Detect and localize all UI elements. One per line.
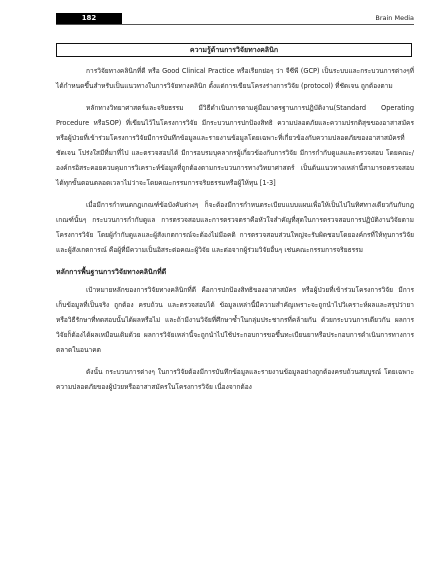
chapter-title: ความรู้ด้านการวิจัยทางคลินิก: [56, 43, 412, 57]
publisher-name: Brain Media: [375, 14, 414, 22]
document-body: [56, 64, 414, 402]
paragraph: ดังนั้น กระบวนการต่างๆ ในการวิจัยต้องมีการบันทึกข้อมูลและรายงานข้อมูลอย่างถูกต้องครบถ้วนสมบูรณ์ โดยเฉพาะความปลอดภัยของผู้ป่วยหรืออาสาสมัครในโครงการวิจัย เนื่องจากต้อง: [56, 368, 414, 391]
section-heading: หลักการพื้นฐานการวิจัยทางคลินิกที่ดี: [56, 268, 167, 276]
page-number: 182: [56, 13, 122, 24]
page-header: [56, 13, 414, 25]
paragraph: การวิจัยทางคลินิกที่ดี หรือ Good Clinical Practice หรือเรียกย่อๆ ว่า จีซีพี (GCP) เป็นระบบและกระบวนการต่างๆที่ได้กำหนดขึ้นสำหรับเป็นแนวทางในการวิจัยทางคลินิก ตั้งแต่การเขียนโครงร่างการวิจัย (protocol) ที่ชัดเจน ถูกต้องตาม: [56, 67, 414, 90]
paragraph: หลักทางวิทยาศาสตร์และจริยธรรม มีวิธีดำเนินการตามคู่มือมาตรฐานการปฏิบัติงาน(Standard Operating Procedure หรือSOP) ที่เขียนไว้ในโครงการวิจัย มีกระบวนการปกป้องสิทธิ ความปลอดภัยและความปรกติสุขของอาสาสมัครหรือผู้ป่วยที่เข้าร่วมโครงการวิจัยมีการบันทึกข้อมูลและรายงานข้อมูลโดยเฉพาะที่เกี่ยวข้องกับความปลอดภัยของอาสาสมัครที่ชัดเจน โปร่งใสมีที่มาที่ไป และตรวจสอบได้ มีการอบรมบุคลากรผู้เกี่ยวข้องกับการวิจัย มีการกำกับดูแลและตรวจสอบ โดยคณะ/องค์กรอิสระคอยควบคุมการวิเคราะห์ข้อมูลที่ถูกต้องตามกระบวนการทางวิทยาศาสตร์ เป็นต้นแนวทางเหล่านี้สามารถตรวจสอบได้ทุกขั้นตอนตลอดเวลาไม่ว่าจะโดยคณะกรรมการจริยธรรมหรือผู้ให้ทุน [1-3]: [56, 104, 414, 187]
paragraph: เมื่อมีการกำหนดกฎเกณฑ์ข้อบังคับต่างๆ ก็จะต้องมีการกำหนดระเบียบแบบแผนเพื่อให้เป็นไปในทิศทางเดียวกันกับกฎเกณฑ์นั้นๆ กระบวนการกำกับดูแล การตรวจสอบและการตรวจตราคือหัวใจสำคัญที่สุดในการตรวจสอบการปฏิบัติงานวิจัยตามโครงการวิจัย โดยผู้กำกับดูแลและผู้สังเกตการณ์จะต้องไม่มีอคติ การตรวจสอบส่วนใหญ่จะรับผิดชอบโดยองค์กรที่ให้ทุนการวิจัยและผู้สังเกตการณ์ คือผู้ที่มีความเป็นอิสระต่อคณะผู้วิจัย และต่อจากผู้ร่วมวิจัยอื่นๆ เช่นคณะกรรมการจริยธรรม: [56, 201, 414, 254]
paragraph: เป้าหมายหลักของการวิจัยทางคลินิกที่ดี คือการปกป้องสิทธิของอาสาสมัคร หรือผู้ป่วยที่เข้าร่วมโครงการวิจัย มีการเก็บข้อมูลที่เป็นจริง ถูกต้อง ครบถ้วน และตรวจสอบได้ ข้อมูลเหล่านี้มีความสำคัญเพราะจะถูกนำไปวิเคราะห์ผลและสรุปว่ายาหรือวิธีรักษาที่ทดสอบนั้นได้ผลหรือไม่ และถ้ามีงานวิจัยที่ศึกษาซ้ำในกลุ่มประชากรที่คล้ายกัน ด้วยกระบวนการเดียวกัน ผลการวิจัยก็ต้องได้ผลเหมือนเดิมด้วย ผลการวิจัยเหล่านี้จะถูกนำไปใช้ประกอบการขอขึ้นทะเบียนยาหรือประกอบการดำเนินการทางการตลาดในอนาคต: [56, 286, 414, 354]
